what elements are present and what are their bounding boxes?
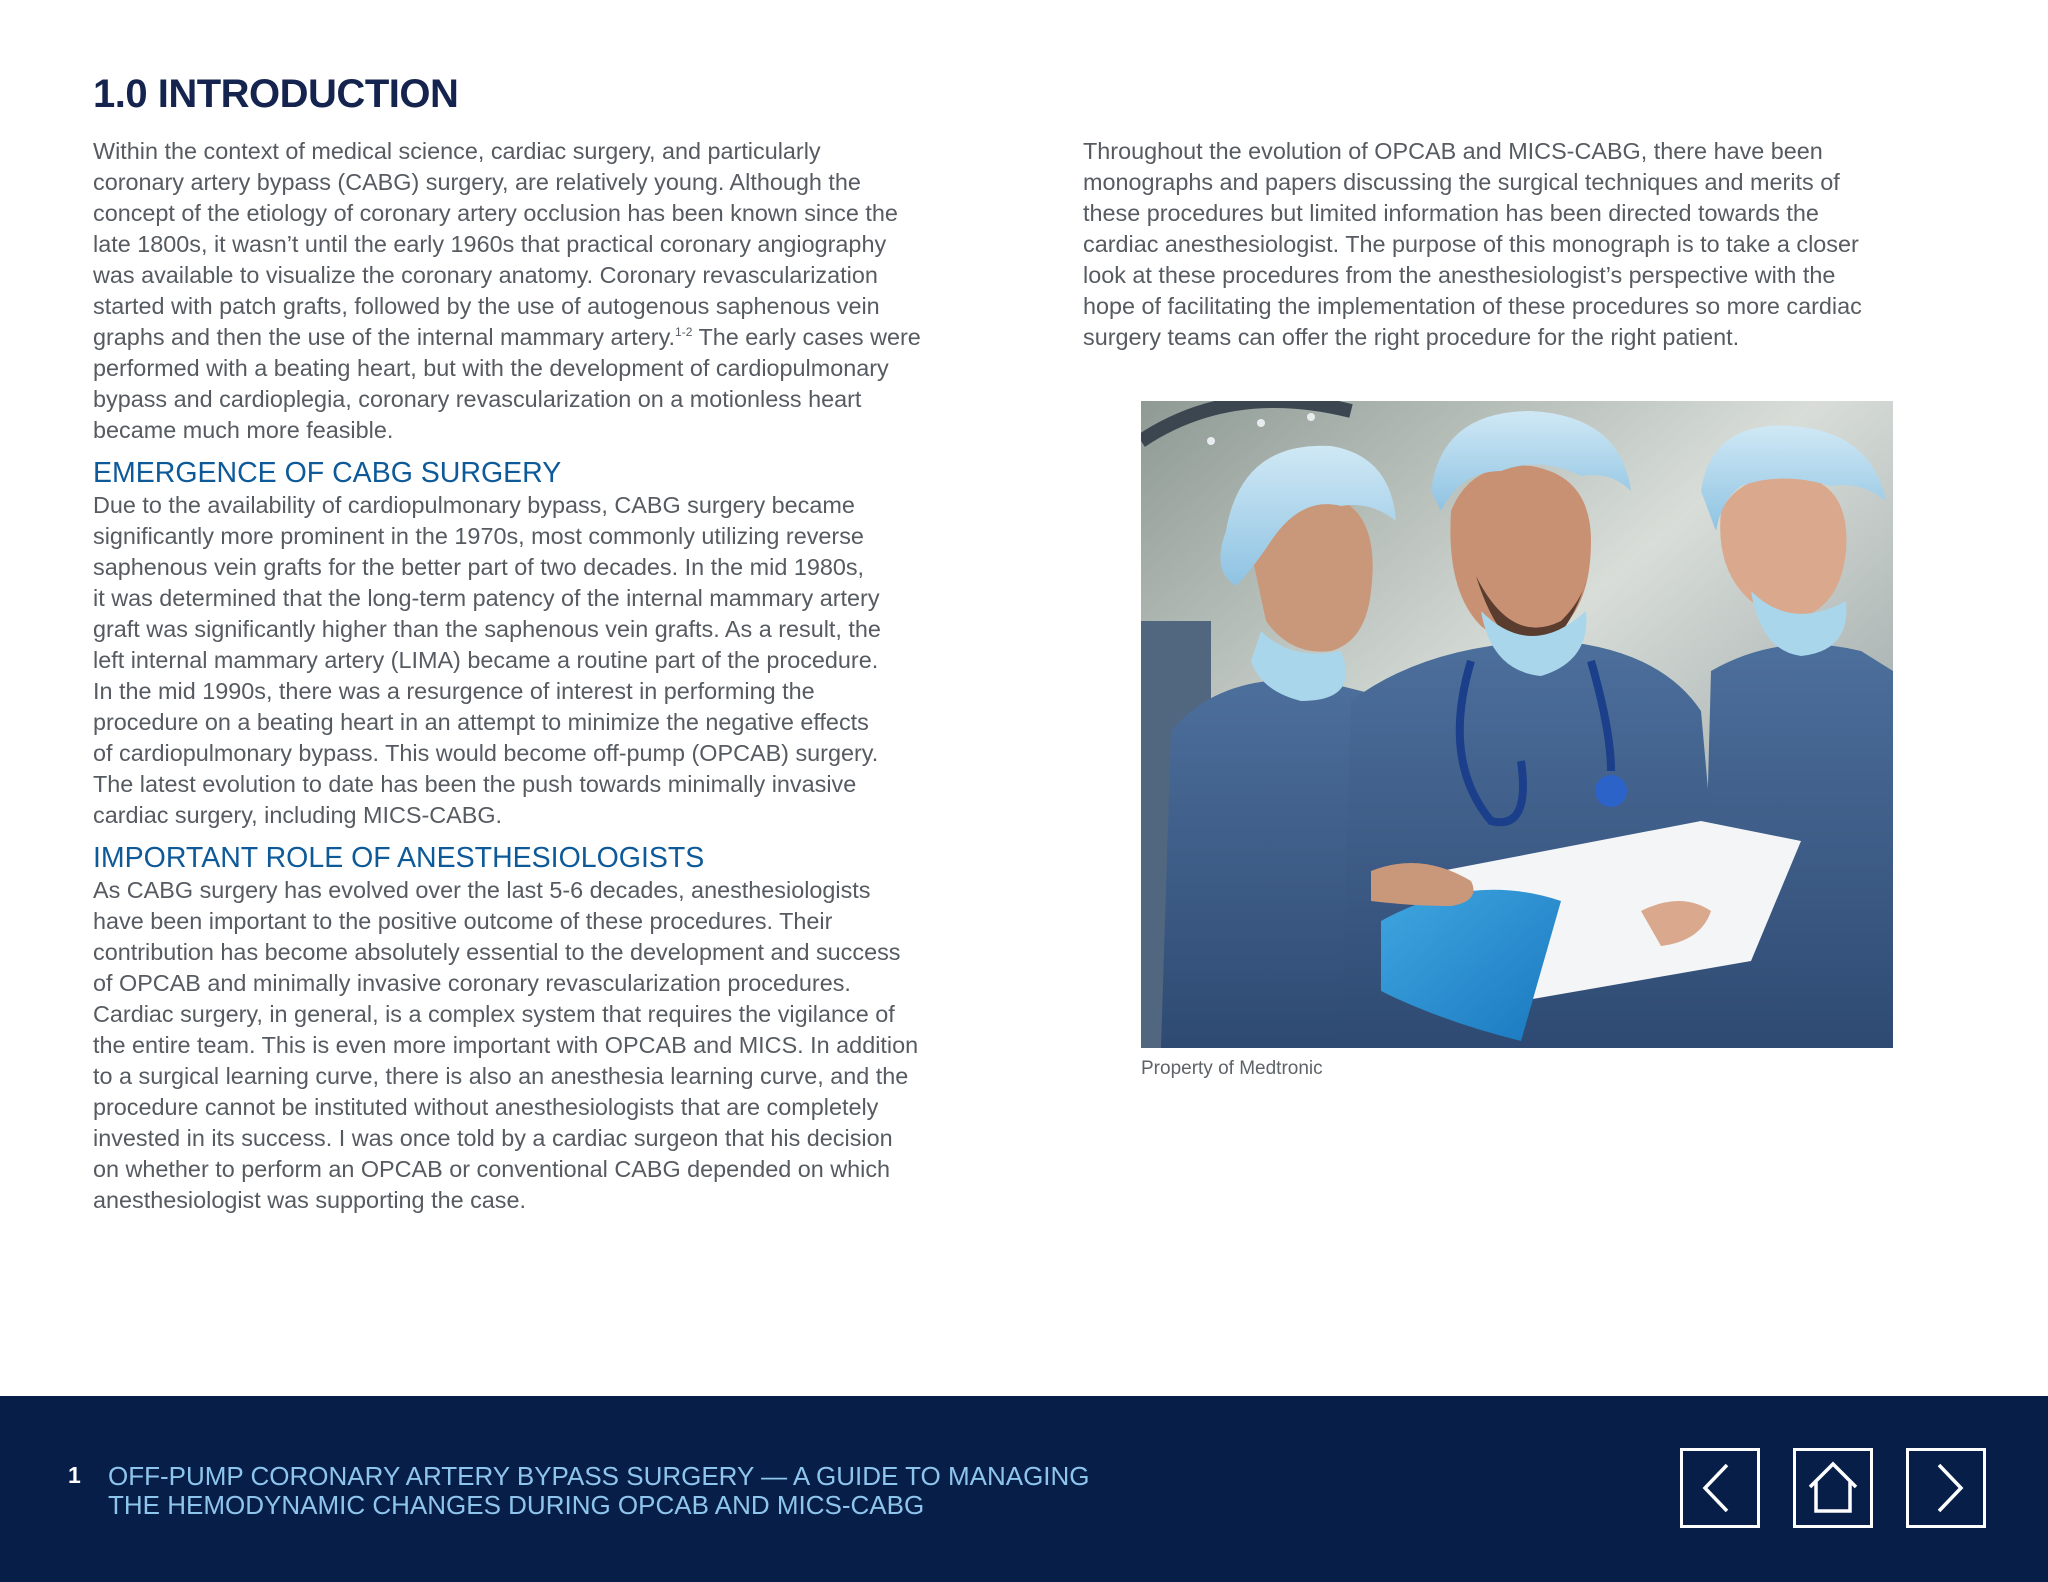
line-text: The early cases were [692, 324, 921, 350]
photo-caption: Property of Medtronic [1141, 1058, 1323, 1079]
previous-page-button[interactable] [1680, 1448, 1760, 1528]
chevron-right-icon [1909, 1451, 1983, 1525]
paragraph-line: Cardiac surgery, in general, is a complex system that requires the vigilance of [93, 1001, 895, 1027]
paragraph-line: contribution has become absolutely essential to the development and success [93, 939, 901, 965]
emergence-section [93, 456, 993, 831]
paragraph-line: coronary artery bypass (CABG) surgery, are relatively young. Although the [93, 169, 861, 195]
paragraph-line: Within the context of medical science, cardiac surgery, and particularly [93, 138, 821, 164]
page-number: 1 [68, 1462, 81, 1488]
paragraph-line: The latest evolution to date has been the push towards minimally invasive [93, 771, 857, 797]
paragraph-line: cardiac anesthesiologist. The purpose of this monograph is to take a closer [1083, 231, 1859, 257]
citation-superscript: 1-2 [675, 325, 693, 339]
paragraph-line: the entire team. This is even more important with OPCAB and MICS. In addition [93, 1032, 919, 1058]
home-button[interactable] [1793, 1448, 1873, 1528]
surgeons-illustration [1141, 401, 1893, 1048]
left-column [93, 136, 993, 1216]
paragraph-line: on whether to perform an OPCAB or conventional CABG depended on which [93, 1156, 891, 1182]
paragraph-line: of OPCAB and minimally invasive coronary revascularization procedures. [93, 970, 851, 996]
right-column [1083, 136, 1983, 353]
paragraph-line: of cardiopulmonary bypass. This would become off-pump (OPCAB) surgery. [93, 740, 879, 766]
paragraph-line: started with patch grafts, followed by the use of autogenous saphenous vein [93, 293, 880, 319]
paragraph-line: anesthesiologist was supporting the case. [93, 1187, 526, 1213]
paragraph-line: saphenous vein grafts for the better part of two decades. In the mid 1980s, [93, 554, 865, 580]
line-text: graphs and then the use of the internal mammary artery. [93, 324, 676, 350]
paragraph-line: graft was significantly higher than the saphenous vein grafts. As a result, the [93, 616, 881, 642]
paragraph-line: As CABG surgery has evolved over the last 5-6 decades, anesthesiologists [93, 877, 871, 903]
paragraph-line: significantly more prominent in the 1970s, most commonly utilizing reverse [93, 523, 864, 549]
paragraph-line: procedure on a beating heart in an attempt to minimize the negative effects [93, 709, 869, 735]
footer-bar [0, 1396, 2048, 1582]
paragraph-line: concept of the etiology of coronary artery occlusion has been known since the [93, 200, 898, 226]
page-title: 1.0 INTRODUCTION [93, 72, 459, 116]
paragraph-line: late 1800s, it wasn’t until the early 1960s that practical coronary angiography [93, 231, 887, 257]
document-title [108, 1462, 1090, 1520]
section-heading: EMERGENCE OF CABG SURGERY [93, 457, 562, 489]
paragraph-line: Due to the availability of cardiopulmonary bypass, CABG surgery became [93, 492, 855, 518]
paragraph-line: procedure cannot be instituted without anesthesiologists that are completely [93, 1094, 879, 1120]
paragraph-line: was available to visualize the coronary anatomy. Coronary revascularization [93, 262, 878, 288]
paragraph-line: have been important to the positive outcome of these procedures. Their [93, 908, 833, 934]
paragraph-line: to a surgical learning curve, there is also an anesthesia learning curve, and the [93, 1063, 909, 1089]
paragraph-line: it was determined that the long-term patency of the internal mammary artery [93, 585, 880, 611]
section-heading: IMPORTANT ROLE OF ANESTHESIOLOGISTS [93, 842, 705, 874]
document-title-line: OFF-PUMP CORONARY ARTERY BYPASS SURGERY — A GUIDE TO MANAGING [108, 1461, 1090, 1491]
paragraph-line: bypass and cardioplegia, coronary revascularization on a motionless heart [93, 386, 862, 412]
paragraph-line: hope of facilitating the implementation of these procedures so more cardiac [1083, 293, 1862, 319]
surgeons-photo [1141, 401, 1893, 1048]
paragraph-line: surgery teams can offer the right procedure for the right patient. [1083, 324, 1740, 350]
document-title-line: THE HEMODYNAMIC CHANGES DURING OPCAB AND MICS-CABG [108, 1490, 925, 1520]
paragraph-line: look at these procedures from the anesthesiologist’s perspective with the [1083, 262, 1836, 288]
paragraph-line: performed with a beating heart, but with the development of cardiopulmonary [93, 355, 889, 381]
paragraph-line: Throughout the evolution of OPCAB and MICS-CABG, there have been [1083, 138, 1823, 164]
home-icon [1796, 1451, 1870, 1525]
paragraph-line [93, 322, 993, 353]
paragraph-line: monographs and papers discussing the surgical techniques and merits of [1083, 169, 1840, 195]
paragraph-line: In the mid 1990s, there was a resurgence of interest in performing the [93, 678, 815, 704]
paragraph-line: invested in its success. I was once told by a cardiac surgeon that his decision [93, 1125, 893, 1151]
paragraph-line: became much more feasible. [93, 417, 394, 443]
paragraph-line: cardiac surgery, including MICS-CABG. [93, 802, 503, 828]
next-page-button[interactable] [1906, 1448, 1986, 1528]
intro-paragraph [93, 136, 993, 446]
paragraph-line: these procedures but limited information has been directed towards the [1083, 200, 1819, 226]
anesthesiologists-section [93, 841, 993, 1216]
paragraph-line: left internal mammary artery (LIMA) became a routine part of the procedure. [93, 647, 879, 673]
chevron-left-icon [1683, 1451, 1757, 1525]
